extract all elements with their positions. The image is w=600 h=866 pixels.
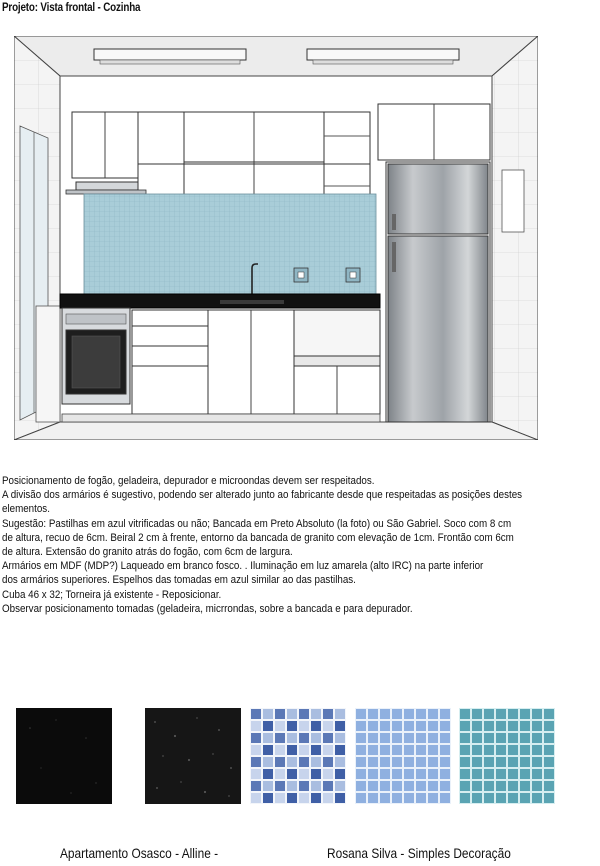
swatch-tile-aqua	[459, 708, 555, 804]
note-line: dos armários superiores. Espelhos das tomadas em azul similar ao das pastilhas.	[2, 574, 356, 587]
swatch-tile-light-blue	[355, 708, 451, 804]
footer-project-label: Apartamento Osasco - Alline -	[60, 845, 219, 861]
note-line: de altura. Extensão do granito atrás do fogão, com 6cm de largura.	[2, 546, 293, 559]
note-line: Posicionamento de fogão, geladeira, depurador e microondas devem ser respeitados.	[2, 475, 375, 487]
note-line: Cuba 46 x 32; Torneira já existente - Reposicionar.	[2, 588, 222, 601]
project-notes	[2, 474, 600, 616]
note-line: A divisão dos armários é sugestivo, podendo ser alterado junto ao fabricante desde que respeitadas as posições destes	[2, 489, 523, 502]
swatch-preto-absoluto	[16, 708, 112, 804]
note-line: elementos.	[2, 503, 50, 516]
footer-designer-label: Rosana Silva - Simples Decoração	[327, 845, 511, 861]
note-line: Observar posicionamento tomadas (geladeira, micrrondas, sobre a bancada e para depurador.	[2, 602, 413, 615]
kitchen-elevation-drawing	[14, 36, 538, 440]
page-title: Projeto: Vista frontal - Cozinha	[2, 0, 141, 14]
note-line: Sugestão: Pastilhas em azul vitrificadas ou não; Bancada em Preto Absoluto (la foto) ou São Gabriel. Soco com 8 cm	[2, 517, 512, 530]
swatch-tile-blue-mix	[250, 708, 346, 804]
note-line: Armários em MDF (MDP?) Laqueado em branco fosco. . Iluminação em luz amarela (alto IRC) na parte inferior	[2, 560, 484, 573]
note-line: de altura, recuo de 6cm. Beiral 2 cm à frente, entorno da bancada de granito com elevação de 1cm. Frontão com 6cm	[2, 531, 514, 544]
swatch-sao-gabriel	[145, 708, 241, 804]
